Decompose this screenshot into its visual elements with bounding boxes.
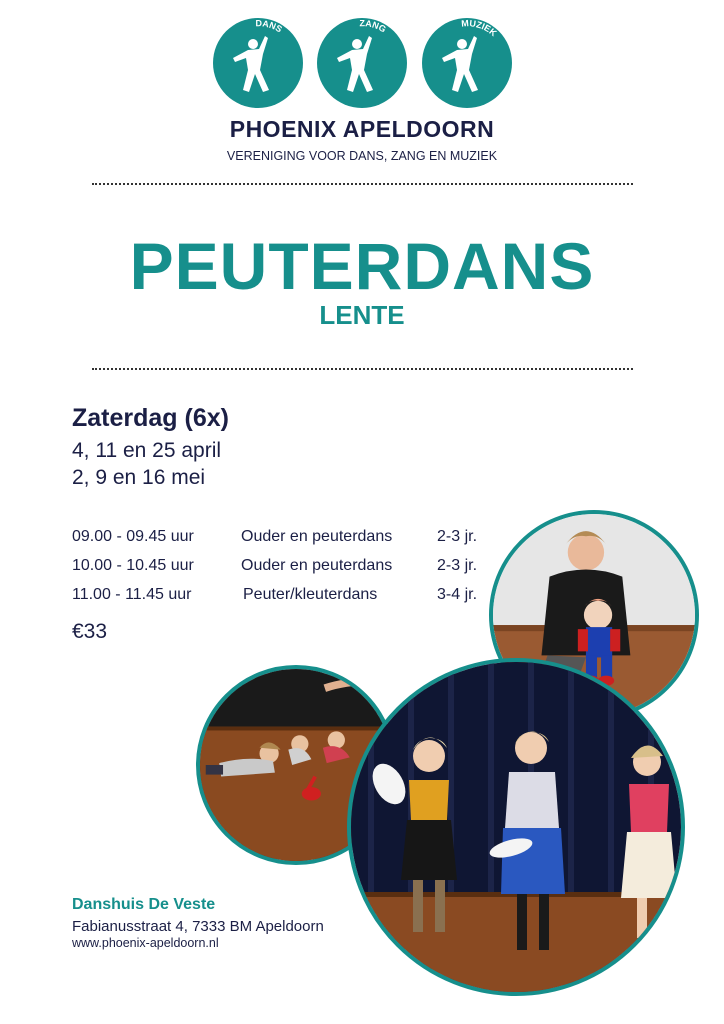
singer-icon — [317, 18, 407, 108]
schedule-time: 09.00 - 09.45 uur — [72, 528, 194, 545]
schedule-age: 3-4 jr. — [437, 586, 478, 603]
svg-text:MUZIEK: MUZIEK — [460, 18, 499, 39]
venue-address: Fabianusstraat 4, 7333 BM Apeldoorn — [72, 918, 324, 935]
dancer-icon — [213, 18, 303, 108]
venue-name: Danshuis De Veste — [72, 896, 216, 913]
musician-icon — [422, 18, 512, 108]
org-name: PHOENIX APELDOORN — [229, 116, 495, 142]
svg-text:DANS: DANS — [255, 18, 284, 35]
schedule-age: 2-3 jr. — [437, 557, 478, 574]
season-label: LENTE — [319, 300, 405, 330]
schedule-class: Ouder en peuterdans — [241, 528, 393, 545]
schedule-class: Ouder en peuterdans — [241, 557, 393, 574]
photo-girls-dancing — [347, 658, 685, 996]
dates-line-2: 2, 9 en 16 mei — [72, 466, 206, 489]
page-title: PEUTERDANS — [129, 229, 595, 303]
logo-circle-dans — [213, 18, 303, 108]
schedule-age: 2-3 jr. — [437, 528, 478, 545]
org-tagline: VERENIGING VOOR DANS, ZANG EN MUZIEK — [226, 149, 498, 163]
website-link[interactable]: www.phoenix-apeldoorn.nl — [72, 936, 219, 950]
schedule-time: 11.00 - 11.45 uur — [72, 586, 192, 603]
schedule-time: 10.00 - 10.45 uur — [72, 557, 194, 574]
day-heading: Zaterdag (6x) — [72, 404, 229, 432]
divider-bottom — [92, 368, 633, 370]
schedule-class: Peuter/kleuterdans — [243, 586, 378, 603]
svg-text:ZANG: ZANG — [359, 18, 388, 35]
dates-line-1: 4, 11 en 25 april — [72, 439, 222, 462]
divider-top — [92, 183, 633, 185]
price: €33 — [72, 620, 108, 643]
logo-circle-muziek — [422, 18, 512, 108]
logo-circle-zang — [317, 18, 407, 108]
